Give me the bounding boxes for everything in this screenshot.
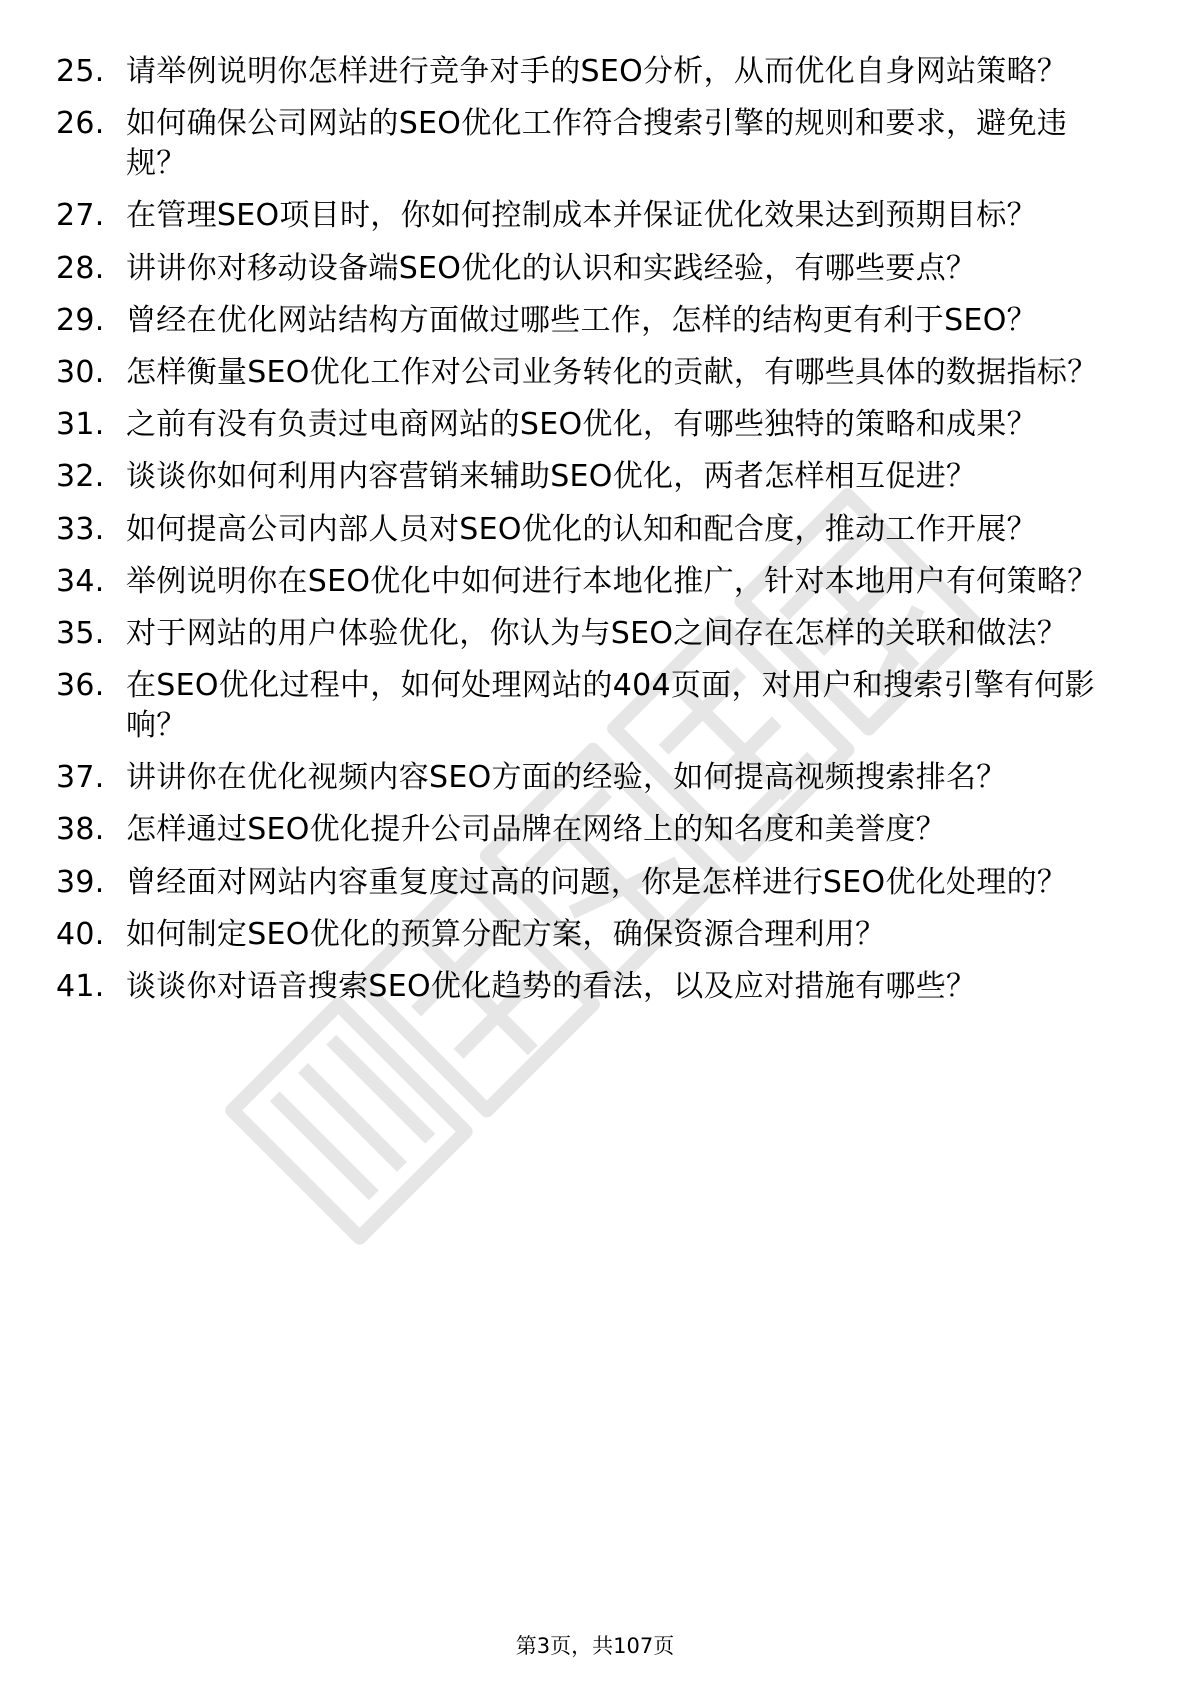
- question-number: 40.: [56, 916, 105, 952]
- question-item: [56, 758, 1116, 798]
- question-text: 如何制定SEO优化的预算分配方案，确保资源合理利用？: [126, 916, 886, 952]
- question-text: 讲讲你对移动设备端SEO优化的认识和实践经验，有哪些要点？: [126, 250, 977, 286]
- question-item: [56, 915, 1116, 955]
- question-text: 谈谈你如何利用内容营销来辅助SEO优化，两者怎样相互促进？: [126, 459, 977, 495]
- question-text: 如何确保公司网站的SEO优化工作符合搜索引擎的规则和要求，避免违规？: [126, 106, 1068, 182]
- question-number: 35.: [56, 615, 105, 651]
- question-number: 33.: [56, 511, 105, 547]
- question-text: 在SEO优化过程中，如何处理网站的404页面，对用户和搜索引擎有何影响？: [126, 668, 1096, 744]
- question-number: 36.: [56, 668, 105, 704]
- question-number: 34.: [56, 563, 105, 599]
- question-text: 之前有没有负责过电商网站的SEO优化，有哪些独特的策略和成果？: [126, 407, 1037, 443]
- question-item: [56, 562, 1116, 602]
- question-item: [56, 614, 1116, 654]
- question-text: 谈谈你对语音搜索SEO优化趋势的看法，以及应对措施有哪些？: [126, 969, 977, 1004]
- question-item: [56, 52, 1116, 92]
- question-item: [56, 104, 1116, 184]
- question-item: [56, 249, 1116, 289]
- question-number: 29.: [56, 302, 105, 338]
- question-text: 曾经面对网站内容重复度过高的问题，你是怎样进行SEO优化处理的？: [126, 864, 1068, 900]
- question-item: [56, 457, 1116, 497]
- question-item: [56, 405, 1116, 445]
- question-number: 41.: [56, 969, 105, 1004]
- question-number: 37.: [56, 760, 105, 796]
- question-text: 怎样通过SEO优化提升公司品牌在网络上的知名度和美誉度？: [126, 812, 947, 848]
- question-list: [56, 52, 1116, 1019]
- question-number: 26.: [56, 106, 105, 142]
- question-item: [56, 301, 1116, 341]
- question-text: 讲讲你在优化视频内容SEO方面的经验，如何提高视频搜索排名？: [126, 760, 1007, 796]
- question-item: [56, 967, 1116, 1007]
- question-text: 如何提高公司内部人员对SEO优化的认知和配合度，推动工作开展？: [126, 511, 1037, 547]
- question-number: 25.: [56, 54, 105, 89]
- question-item: [56, 353, 1116, 393]
- question-text: 曾经在优化网站结构方面做过哪些工作，怎样的结构更有利于SEO？: [126, 302, 1037, 338]
- question-item: [56, 863, 1116, 903]
- page-number: 第3页，共107页: [515, 1634, 675, 1658]
- question-text: 怎样衡量SEO优化工作对公司业务转化的贡献，有哪些具体的数据指标？: [126, 354, 1098, 390]
- question-number: 28.: [56, 250, 105, 286]
- question-item: [56, 196, 1116, 236]
- question-text: 对于网站的用户体验优化，你认为与SEO之间存在怎样的关联和做法？: [126, 615, 1068, 651]
- question-text: 举例说明你在SEO优化中如何进行本地化推广，针对本地用户有何策略？: [126, 563, 1098, 599]
- question-number: 32.: [56, 459, 105, 495]
- question-text: 请举例说明你怎样进行竞争对手的SEO分析，从而优化自身网站策略？: [126, 54, 1068, 89]
- question-item: [56, 810, 1116, 850]
- question-number: 30.: [56, 354, 105, 390]
- question-number: 31.: [56, 407, 105, 443]
- question-number: 39.: [56, 864, 105, 900]
- question-number: 38.: [56, 812, 105, 848]
- question-text: 在管理SEO项目时，你如何控制成本并保证优化效果达到预期目标？: [126, 198, 1037, 234]
- question-item: [56, 510, 1116, 550]
- question-number: 27.: [56, 198, 105, 234]
- question-item: [56, 666, 1116, 746]
